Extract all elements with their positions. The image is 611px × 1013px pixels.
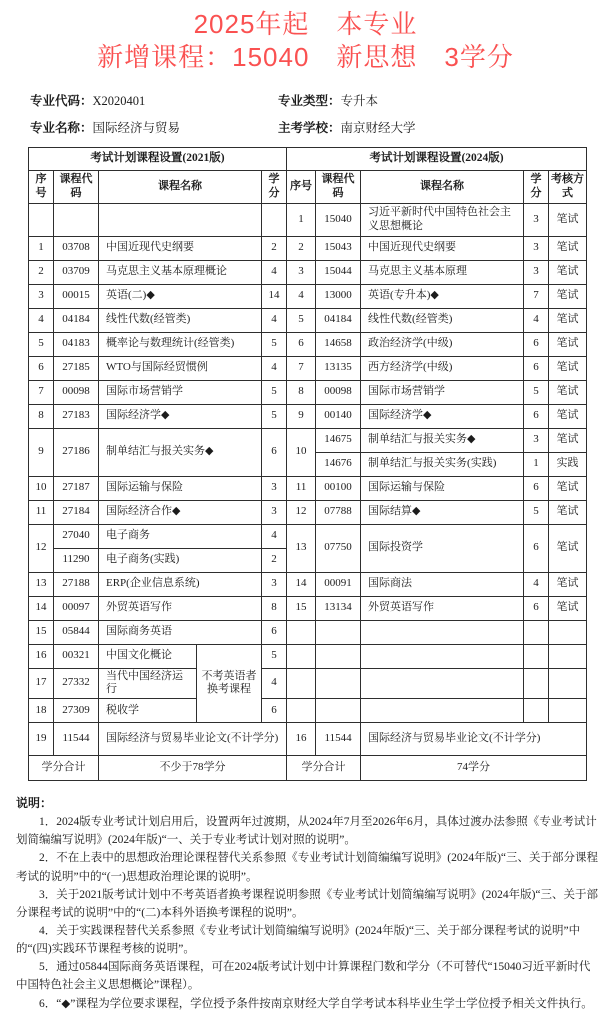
- cell-l-name: 外贸英语写作: [99, 596, 262, 620]
- cell-empty: [99, 203, 262, 236]
- cell-r-code: 07788: [316, 500, 361, 524]
- note-item-1: 1．2024版专业考试计划启用后，设置两年过渡期，从2024年7月至2026年6月，具体过渡办法参照《专业考试计划简编编写说明》(2024年版)“一、关于专业考试计划对照的说明”。: [16, 816, 597, 847]
- cell-r-seq: 12: [287, 500, 316, 524]
- cell-r-exam: 笔试: [549, 476, 587, 500]
- cell-empty: [524, 699, 549, 723]
- cell-empty: [316, 699, 361, 723]
- cell-r-code: 14658: [316, 332, 361, 356]
- table-row: [29, 476, 587, 500]
- cell-l-name: 马克思主义基本原理概论: [99, 260, 262, 284]
- meta-label-major-code: 专业代码：: [30, 93, 93, 108]
- table-title-row: [29, 147, 587, 170]
- major-meta: [30, 91, 586, 136]
- cell-r-code: 15043: [316, 236, 361, 260]
- cell-empty: [361, 668, 524, 699]
- cell-r-name: 线性代数(经管类): [361, 308, 524, 332]
- cell-r-seq: 5: [287, 308, 316, 332]
- table-total-row: [29, 756, 587, 781]
- cell-l-seq: 7: [29, 380, 54, 404]
- cell-r-code: 15040: [316, 203, 361, 236]
- note-item-3: 3．关于2021版考试计划中不考英语者换考课程说明参照《专业考试计划简编编写说明》(2024年版)“三、关于部分课程考试的说明”中的“(二)本科外语换考课程的说明”。: [16, 888, 599, 919]
- table-row: [29, 308, 587, 332]
- cell-r-code: 14675: [316, 428, 361, 452]
- cell-r-name: 西方经济学(中级): [361, 356, 524, 380]
- cell-r-name: 国际市场营销学: [361, 380, 524, 404]
- cell-l-seq: 9: [29, 428, 54, 476]
- cell-r-code: 15044: [316, 260, 361, 284]
- cell-empty: [549, 668, 587, 699]
- cell-l-code: 03709: [54, 260, 99, 284]
- cell-r-seq: 10: [287, 428, 316, 476]
- cell-r-credit: 5: [524, 500, 549, 524]
- table-row: [29, 500, 587, 524]
- right-table-title: 考试计划课程设置(2024版): [287, 147, 587, 170]
- cell-l-name: 中国近现代史纲要: [99, 236, 262, 260]
- cell-r-code: 00091: [316, 572, 361, 596]
- note-item-5: 5．通过05844国际商务英语课程，可在2024版考试计划中计算课程门数和学分（不可替代“15040习近平新时代中国特色社会主义思想概论”课程）。: [16, 961, 591, 992]
- cell-r-code: 13134: [316, 596, 361, 620]
- cell-l-code: 27188: [54, 572, 99, 596]
- cell-r-name: 习近平新时代中国特色社会主义思想概论: [361, 203, 524, 236]
- col-header-l-seq: 序号: [29, 170, 54, 203]
- cell-r-name: 制单结汇与报关实务◆: [361, 428, 524, 452]
- banner-line-2: 新增课程：15040 新思想 3学分: [97, 42, 514, 73]
- cell-r-name: 马克思主义基本原理: [361, 260, 524, 284]
- cell-r-name: 国际经济与贸易毕业论文(不计学分): [361, 723, 587, 756]
- cell-empty: [54, 203, 99, 236]
- cell-empty: [361, 620, 524, 644]
- cell-r-seq: 7: [287, 356, 316, 380]
- banner: [0, 8, 611, 75]
- cell-l-seq: 6: [29, 356, 54, 380]
- cell-empty: [287, 699, 316, 723]
- cell-l-code: 00097: [54, 596, 99, 620]
- cell-r-exam: 笔试: [549, 203, 587, 236]
- cell-l-name: 当代中国经济运行: [99, 668, 197, 699]
- cell-r-code: 13135: [316, 356, 361, 380]
- cell-l-code: 00015: [54, 284, 99, 308]
- table-row: [29, 356, 587, 380]
- cell-empty: [524, 644, 549, 668]
- cell-l-code: 11290: [54, 548, 99, 572]
- cell-l-credit: 5: [262, 404, 287, 428]
- cell-l-code: 00321: [54, 644, 99, 668]
- col-header-l-credit: 学分: [262, 170, 287, 203]
- cell-l-code: 04184: [54, 308, 99, 332]
- cell-empty: [287, 620, 316, 644]
- cell-r-exam: 笔试: [549, 236, 587, 260]
- table-row: [29, 524, 587, 548]
- cell-r-seq: 1: [287, 203, 316, 236]
- table-row: [29, 380, 587, 404]
- cell-r-name: 外贸英语写作: [361, 596, 524, 620]
- cell-r-name: 国际经济学◆: [361, 404, 524, 428]
- cell-l-name: 电子商务(实践): [99, 548, 262, 572]
- note-item-4: 4．关于实践课程替代关系参照《专业考试计划简编编写说明》(2024年版)“三、关于部分课程考试的说明”中的“(四)实践环节课程考核的说明”。: [16, 924, 581, 956]
- cell-l-name: 国际市场营销学: [99, 380, 262, 404]
- meta-value-host-school: 南京财经大学: [340, 120, 416, 135]
- cell-r-credit: 6: [524, 332, 549, 356]
- table-row: [29, 236, 587, 260]
- cell-l-name: 制单结汇与报关实务◆: [99, 428, 262, 476]
- cell-l-name: 国际经济与贸易毕业论文(不计学分): [99, 723, 287, 756]
- cell-r-credit: 3: [524, 203, 549, 236]
- cell-r-credit: 7: [524, 284, 549, 308]
- cell-empty: [549, 620, 587, 644]
- cell-r-code: 04184: [316, 308, 361, 332]
- meta-field-major-type: [278, 91, 586, 109]
- cell-l-credit: 4: [262, 356, 287, 380]
- cell-empty: [287, 668, 316, 699]
- table-row: [29, 572, 587, 596]
- cell-l-name: 电子商务: [99, 524, 262, 548]
- table-row: [29, 644, 587, 668]
- cell-r-seq: 11: [287, 476, 316, 500]
- cell-l-credit: 4: [262, 668, 287, 699]
- cell-l-credit: 14: [262, 284, 287, 308]
- cell-l-seq: 16: [29, 644, 54, 668]
- cell-empty: [316, 620, 361, 644]
- cell-l-name: 税收学: [99, 699, 197, 723]
- table-row: [29, 404, 587, 428]
- cell-l-credit: 5: [262, 380, 287, 404]
- cell-r-seq: 14: [287, 572, 316, 596]
- cell-empty: [29, 203, 54, 236]
- col-header-r-seq: 序号: [287, 170, 316, 203]
- cell-empty: [524, 620, 549, 644]
- col-header-l-name: 课程名称: [99, 170, 262, 203]
- meta-field-host-school: [278, 118, 586, 136]
- cell-l-seq: 1: [29, 236, 54, 260]
- table-row: [29, 668, 587, 699]
- cell-r-seq: 15: [287, 596, 316, 620]
- cell-r-credit: 4: [524, 572, 549, 596]
- cell-empty: [524, 668, 549, 699]
- cell-l-code: 27309: [54, 699, 99, 723]
- cell-l-seq: 3: [29, 284, 54, 308]
- cell-r-credit: 1: [524, 452, 549, 476]
- cell-l-code: 27186: [54, 428, 99, 476]
- meta-field-major-code: [30, 91, 278, 109]
- cell-l-code: 27187: [54, 476, 99, 500]
- cell-r-seq: 8: [287, 380, 316, 404]
- table-row: [29, 596, 587, 620]
- cell-r-exam: 笔试: [549, 596, 587, 620]
- col-header-r-name: 课程名称: [361, 170, 524, 203]
- cell-l-name: 英语(二)◆: [99, 284, 262, 308]
- table-row: [29, 260, 587, 284]
- cell-l-code: 11544: [54, 723, 99, 756]
- cell-empty: [262, 203, 287, 236]
- table-row: [29, 699, 587, 723]
- cell-r-name: 政治经济学(中级): [361, 332, 524, 356]
- table-row: [29, 428, 587, 452]
- cell-l-seq: 2: [29, 260, 54, 284]
- meta-label-major-name: 专业名称：: [30, 120, 93, 135]
- left-table-title: 考试计划课程设置(2021版): [29, 147, 287, 170]
- cell-l-credit: 4: [262, 260, 287, 284]
- cell-r-exam: 笔试: [549, 260, 587, 284]
- cell-r-credit: 6: [524, 596, 549, 620]
- cell-l-credit: 6: [262, 428, 287, 476]
- cell-l-name: WTO与国际经贸惯例: [99, 356, 262, 380]
- cell-l-credit: 3: [262, 476, 287, 500]
- cell-r-seq: 9: [287, 404, 316, 428]
- table-row: [29, 332, 587, 356]
- cell-r-code: 11544: [316, 723, 361, 756]
- cell-l-name: ERP(企业信息系统): [99, 572, 262, 596]
- cell-l-seq: 12: [29, 524, 54, 572]
- cell-r-exam: 笔试: [549, 380, 587, 404]
- cell-r-code: 00100: [316, 476, 361, 500]
- table-header-row: [29, 170, 587, 203]
- cell-r-exam: 笔试: [549, 524, 587, 572]
- cell-l-code: 00098: [54, 380, 99, 404]
- cell-l-credit: 8: [262, 596, 287, 620]
- cell-r-exam: 笔试: [549, 356, 587, 380]
- col-header-r-exam: 考核方式: [549, 170, 587, 203]
- cell-r-name: 英语(专升本)◆: [361, 284, 524, 308]
- cell-l-seq: 14: [29, 596, 54, 620]
- cell-r-code: 00098: [316, 380, 361, 404]
- cell-r-seq: 2: [287, 236, 316, 260]
- cell-r-code: 07750: [316, 524, 361, 572]
- cell-r-code: 13000: [316, 284, 361, 308]
- cell-l-code: 27183: [54, 404, 99, 428]
- cell-r-exam: 笔试: [549, 428, 587, 452]
- cell-l-seq: 4: [29, 308, 54, 332]
- cell-l-name: 线性代数(经管类): [99, 308, 262, 332]
- cell-l-credit: 4: [262, 308, 287, 332]
- cell-r-exam: 笔试: [549, 308, 587, 332]
- cell-l-name: 概率论与数理统计(经管类): [99, 332, 262, 356]
- table-row: [29, 620, 587, 644]
- cell-r-credit: 6: [524, 524, 549, 572]
- note-item-2: 2．不在上表中的思想政治理论课程替代关系参照《专业考试计划简编编写说明》(2024年版)“三、关于部分课程考试的说明”中的“(一)思想政治理论课的说明”。: [16, 852, 599, 883]
- cell-l-seq: 13: [29, 572, 54, 596]
- cell-l-code: 27040: [54, 524, 99, 548]
- cell-r-name: 国际运输与保险: [361, 476, 524, 500]
- cell-l-seq: 5: [29, 332, 54, 356]
- table-row: [29, 284, 587, 308]
- cell-empty: [316, 644, 361, 668]
- cell-l-code: 27185: [54, 356, 99, 380]
- cell-r-credit: 3: [524, 236, 549, 260]
- cell-l-seq: 10: [29, 476, 54, 500]
- cell-l-name: 国际商务英语: [99, 620, 262, 644]
- cell-l-seq: 11: [29, 500, 54, 524]
- cell-l-code: 27332: [54, 668, 99, 699]
- meta-label-host-school: 主考学校：: [278, 120, 341, 135]
- meta-value-major-name: 国际经济与贸易: [92, 120, 181, 135]
- table-row: [29, 723, 587, 756]
- cell-l-credit: 3: [262, 500, 287, 524]
- cell-l-name: 中国文化概论: [99, 644, 197, 668]
- cell-empty: [316, 668, 361, 699]
- cell-r-credit: 3: [524, 260, 549, 284]
- col-header-r-code: 课程代码: [316, 170, 361, 203]
- meta-value-major-type: 专升本: [340, 93, 379, 108]
- cell-r-credit: 6: [524, 404, 549, 428]
- cell-r-exam: 笔试: [549, 332, 587, 356]
- col-header-r-credit: 学分: [524, 170, 549, 203]
- cell-l-credit: 6: [262, 699, 287, 723]
- cell-empty: [287, 644, 316, 668]
- cell-r-exam: 笔试: [549, 572, 587, 596]
- meta-label-major-type: 专业类型：: [278, 93, 341, 108]
- cell-empty: [361, 644, 524, 668]
- cell-l-credit: 2: [262, 548, 287, 572]
- cell-empty: [549, 699, 587, 723]
- left-total-label: 学分合计: [29, 756, 99, 781]
- course-plan-table: [28, 147, 587, 782]
- cell-r-seq: 4: [287, 284, 316, 308]
- cell-r-exam: 笔试: [549, 404, 587, 428]
- right-total-value: 74学分: [361, 756, 587, 781]
- left-total-value: 不少于78学分: [99, 756, 287, 781]
- cell-r-name: 国际结算◆: [361, 500, 524, 524]
- cell-r-seq: 16: [287, 723, 316, 756]
- cell-l-credit: 5: [262, 644, 287, 668]
- cell-l-seq: 8: [29, 404, 54, 428]
- english-swap-note-cell: 不考英语者换考课程: [197, 644, 262, 723]
- cell-r-name: 制单结汇与报关实务(实践): [361, 452, 524, 476]
- cell-r-code: 00140: [316, 404, 361, 428]
- cell-l-credit: 5: [262, 332, 287, 356]
- cell-r-exam: 笔试: [549, 284, 587, 308]
- cell-r-credit: 6: [524, 476, 549, 500]
- cell-l-code: 04183: [54, 332, 99, 356]
- right-total-label: 学分合计: [287, 756, 361, 781]
- cell-r-credit: 5: [524, 380, 549, 404]
- notes-section: [16, 794, 598, 1013]
- cell-r-seq: 6: [287, 332, 316, 356]
- cell-l-credit: 6: [262, 620, 287, 644]
- cell-l-name: 国际经济学◆: [99, 404, 262, 428]
- cell-l-seq: 15: [29, 620, 54, 644]
- cell-l-code: 27184: [54, 500, 99, 524]
- cell-r-seq: 3: [287, 260, 316, 284]
- cell-r-name: 国际投资学: [361, 524, 524, 572]
- cell-l-credit: 3: [262, 572, 287, 596]
- cell-l-seq: 18: [29, 699, 54, 723]
- cell-r-name: 国际商法: [361, 572, 524, 596]
- cell-r-exam: 实践: [549, 452, 587, 476]
- cell-empty: [549, 644, 587, 668]
- cell-l-seq: 17: [29, 668, 54, 699]
- meta-field-major-name: [30, 118, 278, 136]
- cell-l-name: 国际运输与保险: [99, 476, 262, 500]
- cell-r-seq: 13: [287, 524, 316, 572]
- cell-l-name: 国际经济合作◆: [99, 500, 262, 524]
- cell-l-code: 03708: [54, 236, 99, 260]
- col-header-l-code: 课程代码: [54, 170, 99, 203]
- cell-l-code: 05844: [54, 620, 99, 644]
- cell-l-seq: 19: [29, 723, 54, 756]
- cell-r-code: 14676: [316, 452, 361, 476]
- cell-r-name: 中国近现代史纲要: [361, 236, 524, 260]
- notes-title: 说明：: [16, 796, 53, 811]
- cell-empty: [361, 699, 524, 723]
- cell-r-credit: 4: [524, 308, 549, 332]
- cell-r-credit: 3: [524, 428, 549, 452]
- table-row: [29, 203, 587, 236]
- banner-line-1: 2025年起 本专业: [193, 9, 418, 39]
- note-item-6: 6．“◆”课程为学位要求课程，学位授予条件按南京财经大学自学考试本科毕业生学士学位授予相关文件执行。: [39, 997, 593, 1010]
- cell-l-credit: 4: [262, 524, 287, 548]
- cell-r-credit: 6: [524, 356, 549, 380]
- cell-r-exam: 笔试: [549, 500, 587, 524]
- cell-l-credit: 2: [262, 236, 287, 260]
- meta-value-major-code: X2020401: [92, 93, 146, 108]
